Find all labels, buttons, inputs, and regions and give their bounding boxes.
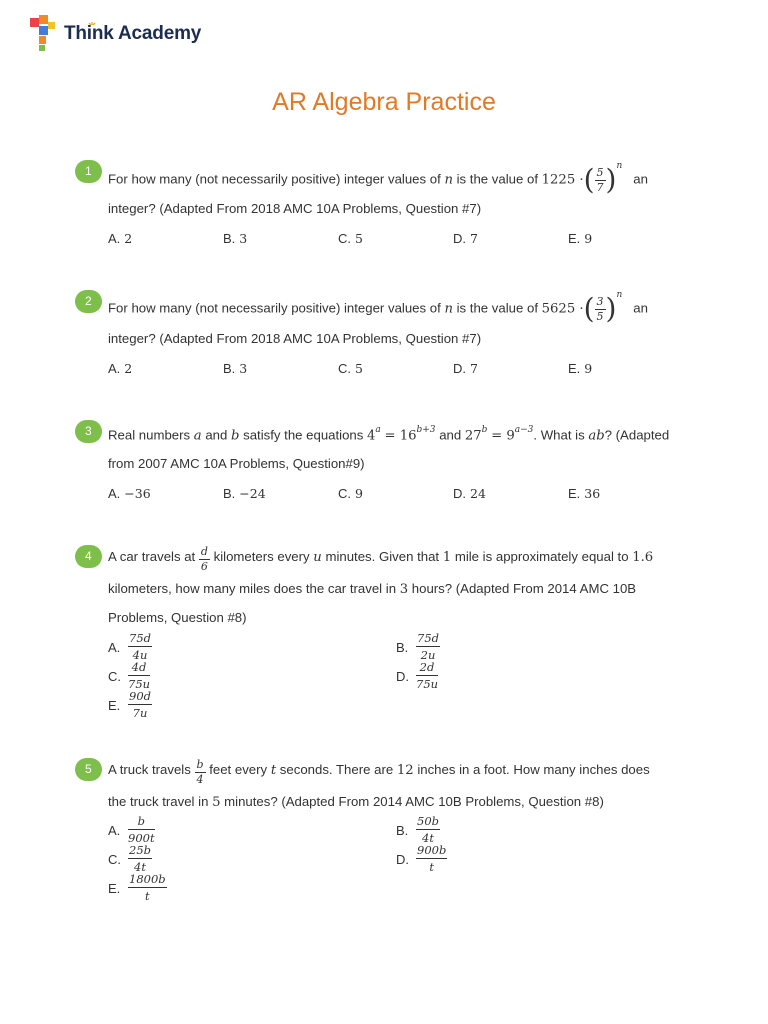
question-number-badge: 4 — [75, 545, 102, 568]
answer-option-fraction[interactable]: 50b 4t — [417, 814, 439, 845]
answer-option-label[interactable]: A. — [108, 823, 121, 838]
answer-option-label[interactable]: D. — [396, 669, 409, 684]
question-4-line-2: kilometers, how many miles does the car travel in 3 hours? (Adapted From 2014 AMC 10B — [108, 581, 637, 597]
question-3-line-2: from 2007 AMC 10A Problems, Question#9) — [108, 456, 365, 471]
answer-option-fraction[interactable]: 900b t — [417, 843, 447, 874]
answer-option-label[interactable]: A. — [108, 640, 121, 655]
answer-option-label[interactable]: C. — [108, 669, 121, 684]
answer-option-fraction[interactable]: 75d 2u — [417, 631, 439, 662]
answer-option-fraction[interactable]: 2d 75u — [416, 660, 439, 691]
answer-option-label[interactable]: C. — [108, 852, 121, 867]
question-1-line-1: For how many (not necessarily positive) integer values of n is the value of 1225 ·( $\frac{5}{7}$ )$^n$ an — [108, 161, 648, 196]
answer-option-fraction[interactable]: 4d 75u — [128, 660, 151, 691]
answer-option[interactable]: C. 5 — [338, 231, 363, 246]
question-5-line-1: A truck travels $\frac{b}{4}$ feet every t seconds. There are 12 inches in a foot. How many inches does — [108, 758, 650, 786]
question-4-line-1: A car travels at $\frac{d}{6}$ kilometers every u minutes. Given that 1 mile is approximately equal to 1.6 — [108, 545, 654, 573]
answer-option-label[interactable]: B. — [396, 823, 409, 838]
answer-option[interactable]: D. 7 — [453, 361, 478, 376]
question-1-line-2: integer? (Adapted From 2018 AMC 10A Problems, Question #7) — [108, 201, 482, 216]
answer-option-fraction[interactable]: 25b 4t — [129, 843, 151, 874]
answer-option[interactable]: C. 9 — [338, 486, 363, 501]
question-number-badge: 2 — [75, 290, 102, 313]
page-title: AR Algebra Practice — [272, 88, 496, 116]
answer-option[interactable]: E. 36 — [568, 486, 601, 501]
question-number-badge: 3 — [75, 420, 102, 443]
answer-option[interactable]: B. −24 — [223, 486, 266, 501]
answer-option[interactable]: B. 3 — [223, 231, 248, 246]
answer-option-fraction[interactable]: b 900t — [128, 814, 155, 845]
brand-name: Think Academy — [64, 23, 202, 44]
answer-option[interactable]: A. −36 — [108, 486, 151, 501]
answer-option[interactable]: E. 9 — [568, 361, 593, 376]
question-3-line-1: Real numbers a and b satisfy the equations $4^a = 16^{b+3}$ and $27^b = 9^{a-3}$. What is ab? (Adapted — [108, 425, 670, 444]
question-2-line-2: integer? (Adapted From 2018 AMC 10A Problems, Question #7) — [108, 331, 482, 346]
think-academy-logo-icon — [28, 12, 60, 54]
question-number-badge: 5 — [75, 758, 102, 781]
question-4-line-3: Problems, Question #8) — [108, 610, 247, 625]
answer-option[interactable]: C. 5 — [338, 361, 363, 376]
answer-option-label[interactable]: B. — [396, 640, 409, 655]
answer-option[interactable]: B. 3 — [223, 361, 248, 376]
question-2-line-1: For how many (not necessarily positive) integer values of n is the value of 5625 ·( $\frac{3}{5}$ )$^n$ an — [108, 290, 648, 325]
answer-option[interactable]: D. 7 — [453, 231, 478, 246]
answer-option-fraction[interactable]: 75d 4u — [129, 631, 151, 662]
answer-option[interactable]: A. 2 — [108, 361, 133, 376]
answer-option-fraction[interactable]: 1800b t — [129, 872, 166, 903]
answer-option-label[interactable]: E. — [108, 881, 121, 896]
answer-option[interactable]: D. 24 — [453, 486, 486, 501]
answer-option-label[interactable]: D. — [396, 852, 409, 867]
answer-option-label[interactable]: E. — [108, 698, 121, 713]
question-5-line-2: the truck travel in 5 minutes? (Adapted From 2014 AMC 10B Problems, Question #8) — [108, 794, 604, 810]
question-number-badge: 1 — [75, 160, 102, 183]
answer-option-fraction[interactable]: 90d 7u — [129, 689, 151, 720]
sparkle-icon — [87, 16, 97, 24]
answer-option[interactable]: A. 2 — [108, 231, 133, 246]
answer-option[interactable]: E. 9 — [568, 231, 593, 246]
